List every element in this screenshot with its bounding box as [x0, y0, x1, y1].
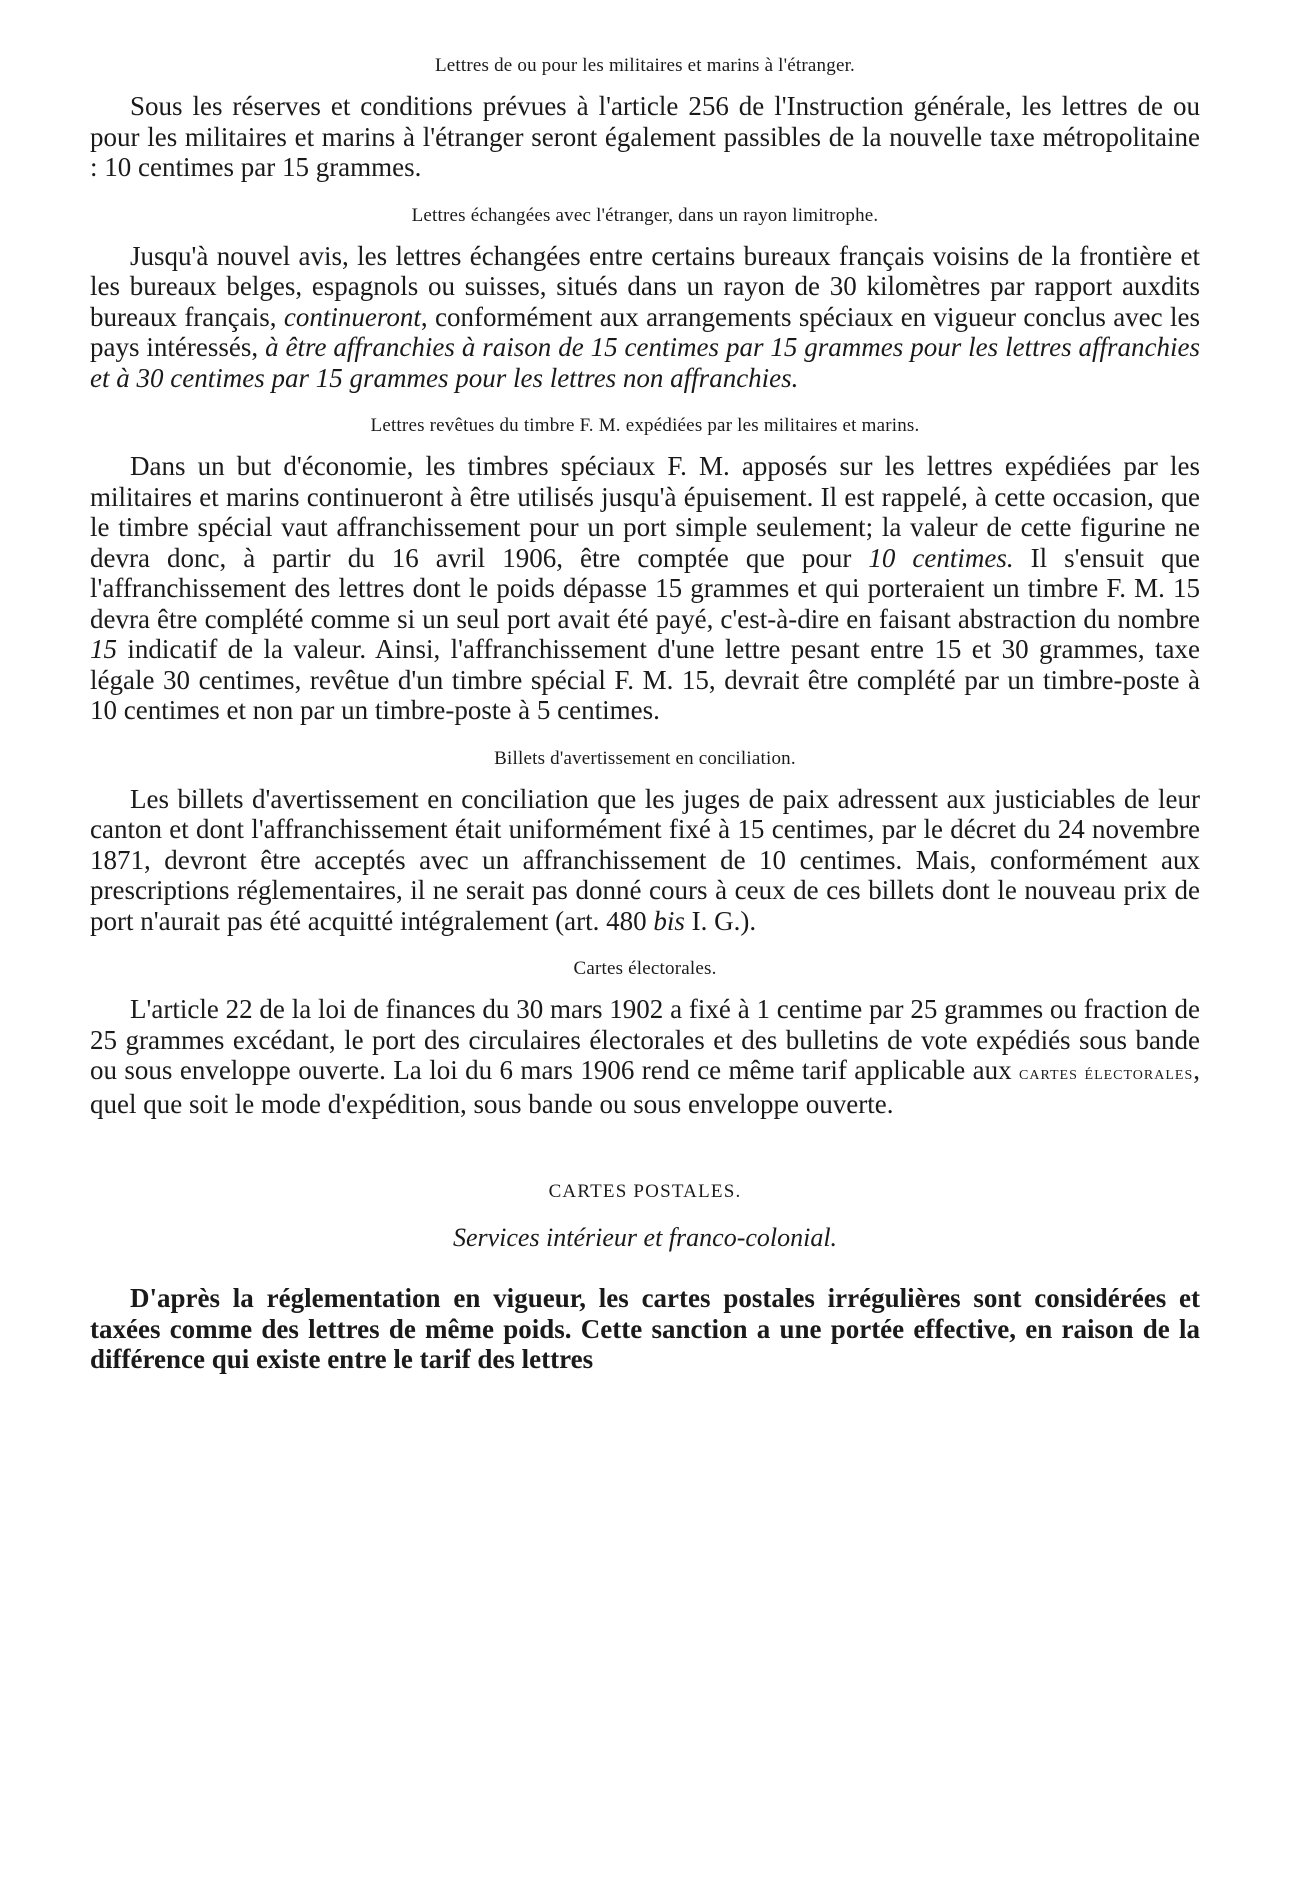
text-run-smallcaps: cartes électorales: [1019, 1062, 1194, 1084]
text-run: Les billets d'avertissement en conciliation que les juges de paix adressent aux justiciables de leur canton et dont l'affranchissement était uniformément fixé à 15 centimes, par le décret du 24 novembre 1871, devront être acceptés avec un affranchissement de 10 centimes. Mais, conformément aux prescriptions réglementaires, il ne serait pas donné cours à ceux de ces billets dont le nouveau prix de port n'aurait pas été acquitté intégralement (art. 480: [90, 783, 1200, 936]
text-run: Jusqu'à nouvel avis, les lettres échangées entre certains bureaux français voisins de la frontière et les bureaux belges, espagnols ou suisses, situés dans un rayon de 30 kilomètres par rapport auxdits bureaux français,: [90, 240, 1200, 332]
text-run: indicatif de la valeur. Ainsi, l'affranchissement d'une lettre pesant entre 15 et 30 grammes, taxe légale 30 centimes, revêtue d'un timbre spécial F. M. 15, devrait être complété par un timbre-poste à 10 centimes et non par un timbre-poste à 5 centimes.: [90, 634, 1200, 725]
text-run: Il s'ensuit que l'affranchissement des lettres dont le poids dépasse 15 grammes et qui porteraient un timbre F. M. 15 devra être complété comme si un seul port avait été payé, c'est-à-dire en faisant abstraction du nombre: [90, 542, 1201, 634]
section-militaires-etranger: [90, 55, 1200, 183]
paragraph: Sous les réserves et conditions prévues à l'article 256 de l'Instruction générale, les lettres de ou pour les militaires et marins à l'étranger seront également passibles de la nouvelle taxe métropolitaine : 10 centimes par 15 grammes.: [90, 91, 1200, 182]
text-run-italic: 10 centimes.: [868, 542, 1014, 573]
section-heading: Lettres de ou pour les militaires et marins à l'étranger.: [434, 55, 856, 76]
text-run-italic: bis: [653, 905, 685, 936]
paragraph: [90, 994, 1200, 1119]
text-run: I. G.).: [684, 905, 757, 936]
section-cartes-electorales: [90, 958, 1200, 1119]
section-title: CARTES POSTALES.: [548, 1181, 742, 1202]
text-run: Dans un but d'économie, les timbres spéciaux F. M. apposés sur les lettres expédiées par les militaires et marins continueront à être utilisés jusqu'à épuisement. Il est rappelé, à cette occasion, que le timbre spécial vaut affranchissement pour un port simple seulement; la valeur de cette figurine ne devra donc, à partir du 16 avril 1906, être comptée que pour: [90, 451, 1200, 573]
text-run-italic: continueront: [283, 301, 421, 332]
paragraph: D'après la réglementation en vigueur, les cartes postales irrégulières sont considérées et taxées comme des lettres de même poids. Cette sanction a une portée effective, en raison de la différence qui existe entre le tarif des lettres: [90, 1283, 1200, 1374]
section-heading: Billets d'avertissement en conciliation.: [494, 747, 796, 769]
section-heading: Cartes électorales.: [573, 958, 717, 979]
section-heading: Lettres échangées avec l'étranger, dans un rayon limitrophe.: [411, 204, 879, 226]
section-timbre-fm: [90, 415, 1200, 726]
paragraph: [90, 241, 1200, 394]
section-billets-avertissement: [90, 748, 1200, 937]
paragraph: [90, 451, 1200, 726]
text-run: , conformément aux arrangements spéciaux en vigueur conclus avec les pays intéressés,: [90, 301, 1200, 362]
section-rayon-limitrophe: [90, 205, 1200, 394]
section-subtitle: Services intérieur et franco-colonial.: [452, 1223, 838, 1252]
section-heading: Lettres revêtues du timbre F. M. expédiées par les militaires et marins.: [370, 415, 920, 436]
text-run-italic: 15: [90, 634, 117, 664]
section-cartes-postales: [90, 1181, 1200, 1375]
paragraph: [90, 784, 1200, 937]
text-run-italic: à être affranchies à raison de 15 centimes par 15 grammes pour les lettres affranchies et à 30 centimes par 15 grammes pour les lettres non affranchies.: [90, 332, 1200, 393]
text-run: , quel que soit le mode d'expédition, sous bande ou sous enveloppe ouverte.: [90, 1055, 1201, 1119]
text-run: L'article 22 de la loi de finances du 30 mars 1902 a fixé à 1 centime par 25 grammes ou fraction de 25 grammes excédant, le port des circulaires électorales et des bulletins de vote expédiés sous bande ou sous enveloppe ouverte. La loi du 6 mars 1906 rend ce même tarif applicable aux: [90, 994, 1200, 1085]
